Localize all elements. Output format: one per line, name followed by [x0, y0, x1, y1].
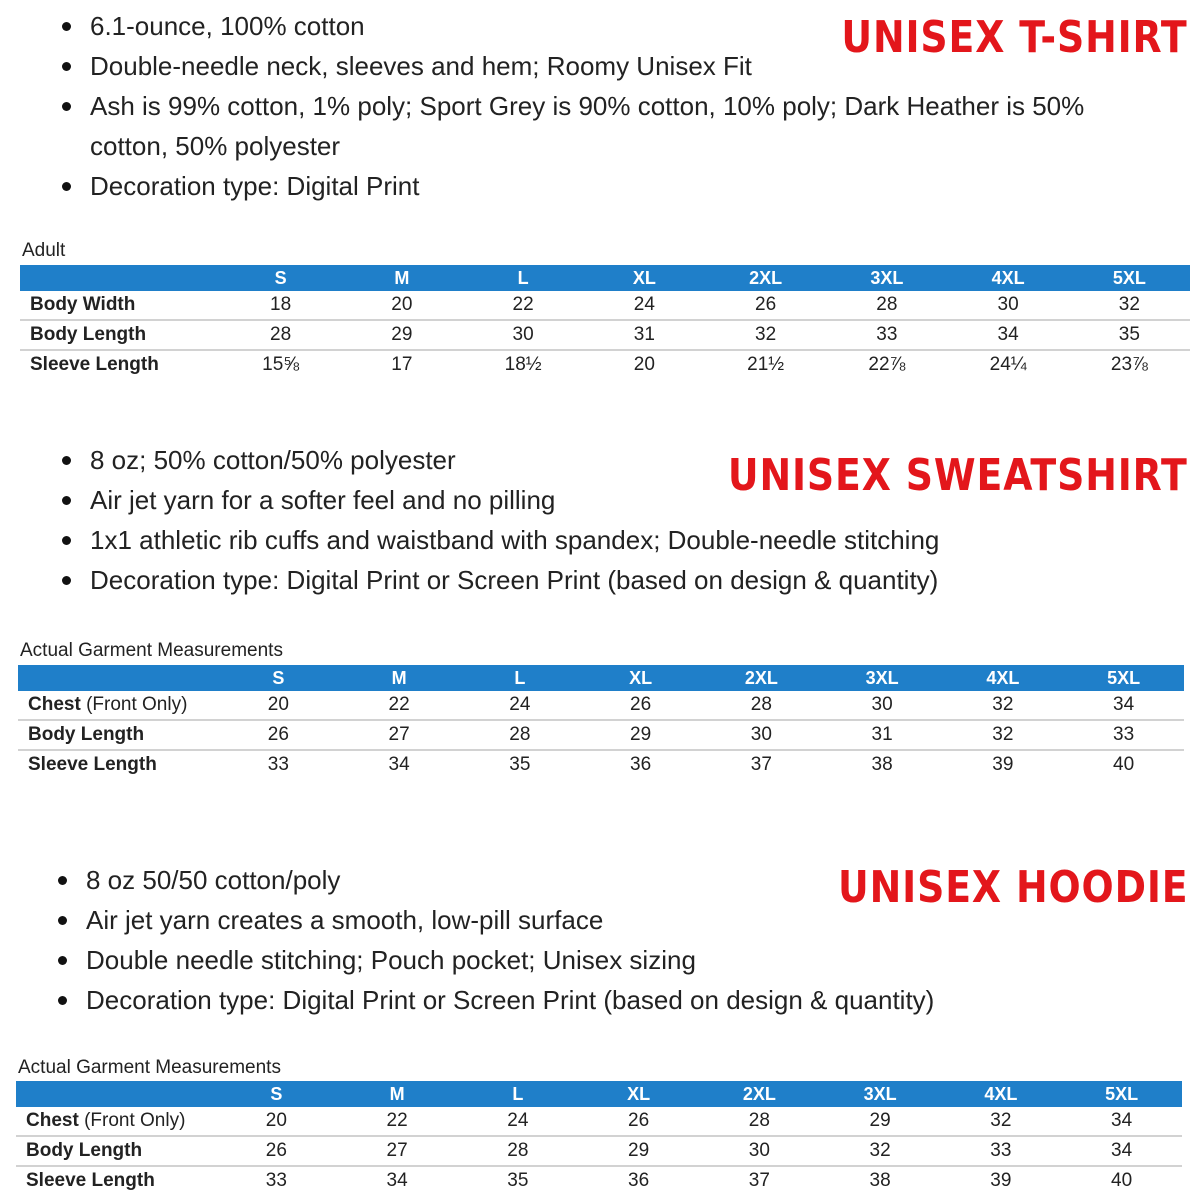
- table-cell: 20: [216, 1107, 337, 1136]
- table-cell: 18: [220, 291, 341, 320]
- table-cell: 27: [337, 1136, 458, 1166]
- size-header: 5XL: [1069, 265, 1190, 291]
- table-header-row: [18, 665, 1184, 691]
- feature-list: [58, 860, 1058, 1020]
- table-cell: 32: [943, 691, 1064, 720]
- list-item: Ash is 99% cotton, 1% poly; Sport Grey is 90% cotton, 10% poly; Dark Heather is 50% cotton, 50% polyester: [62, 86, 1142, 166]
- size-header: S: [216, 1081, 337, 1107]
- row-label-text: Body Width: [30, 294, 136, 315]
- size-header: M: [341, 265, 462, 291]
- table-cell: 34: [388, 754, 410, 775]
- table-row: [16, 1136, 1182, 1166]
- table-cell: 28: [458, 1136, 579, 1166]
- table-cell: 36: [630, 754, 652, 775]
- table-cell: 31: [822, 720, 943, 750]
- row-label: [18, 720, 218, 750]
- size-header: XL: [580, 665, 701, 691]
- size-header: 5XL: [1063, 665, 1184, 691]
- table-cell: 24: [458, 1107, 579, 1136]
- size-header: 2XL: [699, 1081, 820, 1107]
- table-cell: 30: [948, 291, 1069, 320]
- list-item: 8 oz; 50% cotton/50% polyester: [62, 440, 1062, 480]
- table-row: [20, 320, 1190, 350]
- row-label-note: (Front Only): [78, 1110, 186, 1131]
- table-cell: 32: [1069, 291, 1190, 320]
- table-cell: 35: [509, 754, 531, 775]
- header-corner: [20, 265, 220, 291]
- row-label: [18, 750, 218, 779]
- row-label: [16, 1107, 216, 1136]
- table-cell: 29: [820, 1107, 941, 1136]
- table-cell: 34: [948, 320, 1069, 350]
- table-cell: 26: [578, 1107, 699, 1136]
- size-header: L: [463, 265, 584, 291]
- table-cell: 28: [701, 691, 822, 720]
- row-label: [20, 350, 220, 379]
- table-cell: 37: [750, 754, 772, 775]
- row-label-text: Body Length: [28, 724, 145, 745]
- table-caption: Actual Garment Measurements: [18, 1057, 281, 1078]
- size-header: XL: [584, 265, 705, 291]
- table-cell: 27: [339, 720, 460, 750]
- table-header-row: [20, 265, 1190, 291]
- row-label: [20, 320, 220, 350]
- size-header: 5XL: [1061, 1081, 1182, 1107]
- table-cell: 33: [1063, 720, 1184, 750]
- table-cell: 34: [386, 1170, 408, 1191]
- size-header: 4XL: [941, 1081, 1062, 1107]
- table-cell: 24: [460, 691, 581, 720]
- table-caption: Actual Garment Measurements: [20, 640, 283, 661]
- list-item: 8 oz 50/50 cotton/poly: [58, 860, 1058, 900]
- table-cell: 31: [584, 320, 705, 350]
- table-cell: 37: [748, 1170, 770, 1191]
- size-header: M: [337, 1081, 458, 1107]
- section-title: UNISEX SWEATSHIRT: [728, 450, 1188, 501]
- size-header: 3XL: [826, 265, 947, 291]
- size-header: 2XL: [701, 665, 822, 691]
- table-cell: 35: [1069, 320, 1190, 350]
- table-cell: 40: [1111, 1170, 1133, 1191]
- size-header: 3XL: [822, 665, 943, 691]
- table-row: [18, 720, 1184, 750]
- table-cell: 26: [705, 291, 826, 320]
- table-caption: Adult: [22, 240, 66, 261]
- row-label-text: Chest: [26, 1110, 79, 1131]
- list-item: Decoration type: Digital Print or Screen Print (based on design & quantity): [62, 560, 1062, 600]
- table-cell: 22: [337, 1107, 458, 1136]
- table-cell: 38: [871, 754, 893, 775]
- tshirt-section: [0, 0, 1200, 400]
- size-table: [20, 265, 1190, 379]
- table-cell: 24: [584, 291, 705, 320]
- row-label-note: (Front Only): [80, 694, 188, 715]
- table-cell: 23⅞: [1110, 354, 1148, 375]
- row-label: [20, 291, 220, 320]
- table-cell: 15⅝: [262, 354, 300, 375]
- table-cell: 33: [267, 754, 289, 775]
- table-cell: 39: [992, 754, 1014, 775]
- table-cell: 24¼: [989, 354, 1027, 375]
- size-header: 4XL: [948, 265, 1069, 291]
- list-item: Decoration type: Digital Print: [62, 166, 1142, 206]
- table-cell: 20: [218, 691, 339, 720]
- table-cell: 22: [339, 691, 460, 720]
- size-header: 3XL: [820, 1081, 941, 1107]
- table-cell: 26: [580, 691, 701, 720]
- header-corner: [16, 1081, 216, 1107]
- list-item: Air jet yarn creates a smooth, low-pill surface: [58, 900, 1058, 940]
- table-cell: 29: [578, 1136, 699, 1166]
- table-cell: 33: [826, 320, 947, 350]
- feature-list: [62, 440, 1062, 600]
- sweatshirt-section: [0, 440, 1200, 800]
- size-table: [16, 1081, 1182, 1195]
- table-row: [18, 691, 1184, 720]
- section-title: UNISEX HOODIE: [837, 862, 1188, 913]
- table-cell: 30: [699, 1136, 820, 1166]
- table-cell: 30: [463, 320, 584, 350]
- table-cell: 36: [628, 1170, 650, 1191]
- size-header: 4XL: [943, 665, 1064, 691]
- list-item: Double needle stitching; Pouch pocket; Unisex sizing: [58, 940, 1058, 980]
- list-item: Air jet yarn for a softer feel and no pilling: [62, 480, 1062, 520]
- size-table: [18, 665, 1184, 779]
- table-cell: 30: [701, 720, 822, 750]
- table-row: [20, 291, 1190, 320]
- list-item: Double-needle neck, sleeves and hem; Roomy Unisex Fit: [62, 46, 1142, 86]
- header-corner: [18, 665, 218, 691]
- size-header: 2XL: [705, 265, 826, 291]
- row-label-text: Body Length: [26, 1140, 143, 1161]
- table-cell: 28: [699, 1107, 820, 1136]
- feature-list: [62, 6, 1142, 206]
- table-cell: 32: [705, 320, 826, 350]
- table-row: [16, 1166, 1182, 1195]
- table-cell: 29: [341, 320, 462, 350]
- table-row: [20, 350, 1190, 379]
- size-header: XL: [578, 1081, 699, 1107]
- size-header: L: [458, 1081, 579, 1107]
- size-header: L: [460, 665, 581, 691]
- table-cell: 26: [218, 720, 339, 750]
- table-cell: 34: [1061, 1107, 1182, 1136]
- table-cell: 34: [1061, 1136, 1182, 1166]
- table-cell: 18½: [504, 354, 542, 375]
- table-header-row: [16, 1081, 1182, 1107]
- section-title: UNISEX T-SHIRT: [841, 12, 1188, 63]
- table-cell: 32: [943, 720, 1064, 750]
- table-cell: 33: [941, 1136, 1062, 1166]
- table-cell: 22⅞: [868, 354, 906, 375]
- row-label: [16, 1136, 216, 1166]
- hoodie-section: [0, 860, 1200, 1200]
- table-cell: 20: [633, 354, 655, 375]
- size-header: S: [220, 265, 341, 291]
- table-cell: 29: [580, 720, 701, 750]
- list-item: 1x1 athletic rib cuffs and waistband with spandex; Double-needle stitching: [62, 520, 1062, 560]
- table-cell: 20: [341, 291, 462, 320]
- table-cell: 28: [460, 720, 581, 750]
- row-label-text: Sleeve Length: [28, 754, 157, 775]
- table-cell: 38: [869, 1170, 891, 1191]
- table-row: [16, 1107, 1182, 1136]
- table-cell: 26: [216, 1136, 337, 1166]
- row-label-text: Sleeve Length: [26, 1170, 155, 1191]
- size-header: M: [339, 665, 460, 691]
- table-cell: 30: [822, 691, 943, 720]
- table-cell: 32: [820, 1136, 941, 1166]
- table-cell: 39: [990, 1170, 1012, 1191]
- table-cell: 28: [826, 291, 947, 320]
- row-label-text: Body Length: [30, 324, 147, 345]
- table-cell: 33: [265, 1170, 287, 1191]
- row-label-text: Chest: [28, 694, 81, 715]
- table-cell: 17: [391, 354, 413, 375]
- row-label: [16, 1166, 216, 1195]
- table-cell: 28: [220, 320, 341, 350]
- list-item: Decoration type: Digital Print or Screen Print (based on design & quantity): [58, 980, 1058, 1020]
- row-label: [18, 691, 218, 720]
- table-cell: 21½: [747, 354, 785, 375]
- row-label-text: Sleeve Length: [30, 354, 159, 375]
- table-cell: 35: [507, 1170, 529, 1191]
- table-cell: 40: [1113, 754, 1135, 775]
- list-item: 6.1-ounce, 100% cotton: [62, 6, 1142, 46]
- table-cell: 32: [941, 1107, 1062, 1136]
- size-header: S: [218, 665, 339, 691]
- table-cell: 22: [463, 291, 584, 320]
- table-cell: 34: [1063, 691, 1184, 720]
- table-row: [18, 750, 1184, 779]
